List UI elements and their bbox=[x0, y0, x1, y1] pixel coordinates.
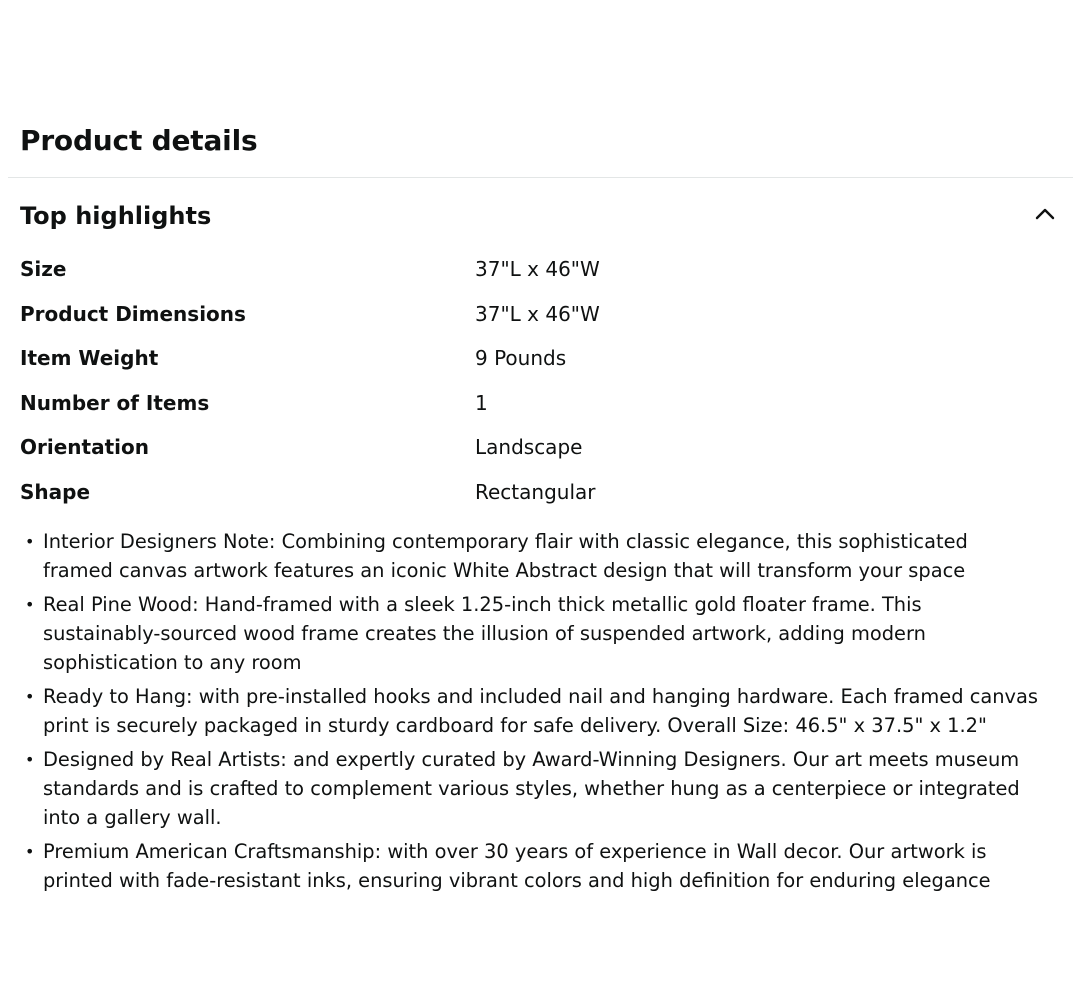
section-divider bbox=[8, 177, 1073, 178]
bullet-line: Designed by Real Artists: and expertly curated by Award-Winning Designers. Our art meets museum bbox=[43, 748, 1020, 771]
bullet-line: sustainably-sourced wood frame creates the illusion of suspended artwork, adding modern bbox=[43, 622, 926, 645]
bullet-line: Interior Designers Note: Combining contemporary flair with classic elegance, this sophisticated bbox=[43, 530, 968, 553]
spec-label: Orientation bbox=[20, 435, 149, 460]
spec-row-product-dimensions bbox=[20, 292, 1060, 337]
spec-label: Number of Items bbox=[20, 390, 210, 415]
feature-bullet bbox=[22, 837, 1067, 895]
spec-value: 37"L x 46"W bbox=[475, 301, 600, 326]
spec-row-size bbox=[20, 247, 1060, 292]
spec-label: Size bbox=[20, 257, 67, 281]
page-title: Product details bbox=[20, 124, 258, 157]
bullet-dot-icon: • bbox=[25, 842, 35, 861]
spec-label: Product Dimensions bbox=[20, 301, 246, 326]
bullet-line: printed with fade-resistant inks, ensuring vibrant colors and high definition for enduring elegance bbox=[43, 869, 991, 892]
bullet-line: standards and is crafted to complement various styles, whether hung as a centerpiece or integrated bbox=[43, 777, 1020, 800]
bullet-line: Real Pine Wood: Hand-framed with a sleek 1.25-inch thick metallic gold floater frame. This bbox=[43, 593, 922, 616]
collapse-button[interactable] bbox=[1030, 200, 1060, 230]
bullet-line: print is securely packaged in sturdy cardboard for safe delivery. Overall Size: 46.5" x 37.5" x 1.2" bbox=[43, 714, 987, 737]
spec-label: Shape bbox=[20, 479, 91, 504]
top-highlights-header[interactable] bbox=[20, 196, 1060, 236]
bullet-dot-icon: • bbox=[25, 532, 35, 551]
bullet-line: Ready to Hang: with pre-installed hooks and included nail and hanging hardware. Each framed canvas bbox=[43, 685, 1038, 708]
spec-value: 1 bbox=[475, 390, 488, 415]
feature-bullet bbox=[22, 682, 1067, 740]
feature-bullet bbox=[22, 527, 1067, 585]
bullet-dot-icon: • bbox=[25, 750, 35, 769]
feature-bullet bbox=[22, 745, 1067, 832]
bullet-line: framed canvas artwork features an iconic White Abstract design that will transform your space bbox=[43, 559, 966, 582]
spec-value: Rectangular bbox=[475, 479, 596, 504]
section-title: Top highlights bbox=[20, 202, 212, 230]
feature-bullet bbox=[22, 590, 1067, 677]
spec-value: 9 Pounds bbox=[475, 346, 567, 371]
bullet-dot-icon: • bbox=[25, 687, 35, 706]
spec-table bbox=[20, 247, 1060, 515]
bullet-line: Premium American Craftsmanship: with over 30 years of experience in Wall decor. Our artwork is bbox=[43, 840, 987, 863]
spec-value: Landscape bbox=[475, 435, 583, 460]
feature-bullet-list bbox=[22, 527, 1067, 900]
spec-row-orientation bbox=[20, 425, 1060, 470]
bullet-dot-icon: • bbox=[25, 595, 35, 614]
spec-value: 37"L x 46"W bbox=[475, 257, 600, 281]
bullet-line: into a gallery wall. bbox=[43, 806, 222, 829]
spec-label: Item Weight bbox=[20, 346, 159, 371]
spec-row-number-of-items bbox=[20, 381, 1060, 426]
bullet-line: sophistication to any room bbox=[43, 651, 302, 674]
chevron-up-icon bbox=[1035, 206, 1055, 225]
spec-row-shape bbox=[20, 470, 1060, 515]
spec-row-item-weight bbox=[20, 336, 1060, 381]
